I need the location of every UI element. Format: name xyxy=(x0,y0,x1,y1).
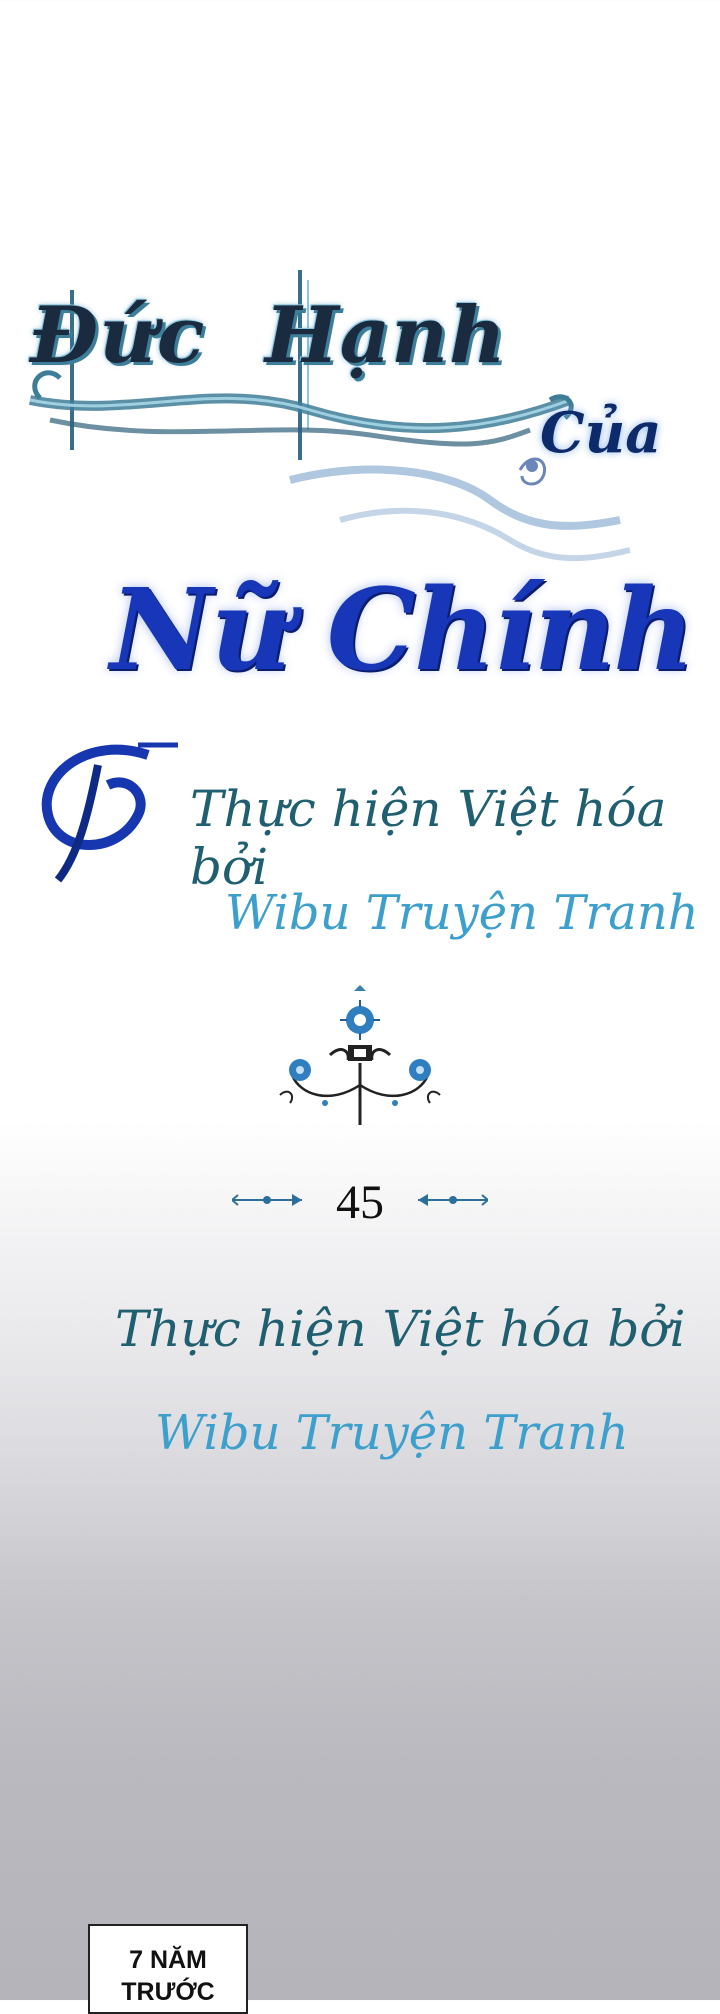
floral-ornament-icon xyxy=(270,985,450,1135)
chapter-right-arrow-icon xyxy=(418,1192,488,1208)
title-word-hanh: Hạnh xyxy=(265,290,507,381)
chapter-number: 45 xyxy=(336,1176,384,1229)
credit-bottom-line2: Wibu Truyện Tranh xyxy=(155,1405,629,1461)
caption-box: 7 NĂM TRƯỚC xyxy=(88,1924,248,2014)
title-word-nu-chinh: Nữ Chính xyxy=(110,565,693,696)
credit-top-line2: Wibu Truyện Tranh xyxy=(225,885,699,941)
title-word-cua: Của xyxy=(540,400,662,466)
chapter-left-arrow-icon xyxy=(232,1192,302,1208)
title-word-duc: Đức xyxy=(30,290,206,381)
credit-bottom-line1: Thực hiện Việt hóa bởi xyxy=(115,1300,686,1358)
left-swash-ornament xyxy=(28,735,178,885)
credit-top-line1: Thực hiện Việt hóa bởi xyxy=(190,780,667,896)
